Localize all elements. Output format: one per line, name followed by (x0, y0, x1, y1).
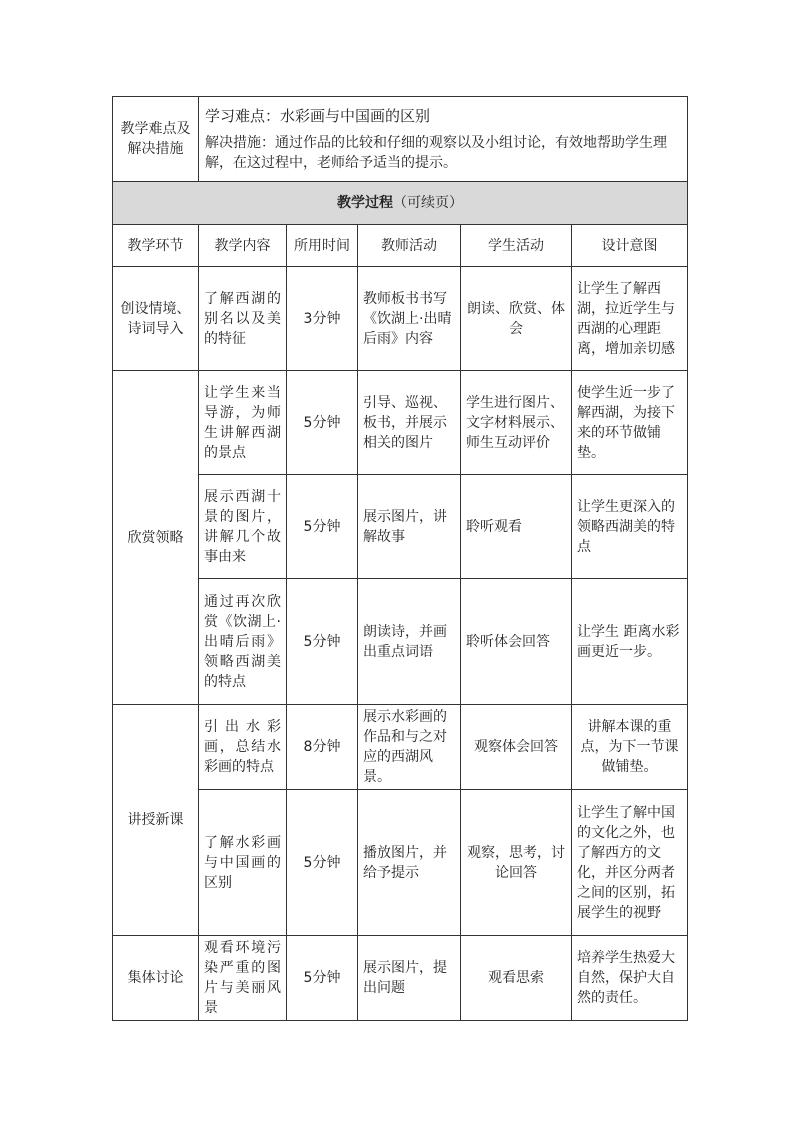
time-cell: 5分钟 (287, 936, 358, 1021)
solution-measures: 解决措施：通过作品的比较和仔细的观察以及小组讨论，有效地帮助学生理解，在这过程中，老师给予适当的提示。 (205, 135, 667, 171)
process-band (113, 182, 688, 225)
process-band-row (113, 182, 688, 225)
time-cell: 5分钟 (287, 790, 358, 936)
student-cell: 学生进行图片、文字材料展示、师生互动评价 (461, 371, 572, 475)
student-cell: 聆听体会回答 (461, 579, 572, 705)
teacher-cell: 展示图片，提出问题 (358, 936, 461, 1021)
time-cell: 5分钟 (287, 579, 358, 705)
time-cell: 3分钟 (287, 267, 358, 371)
teacher-cell: 展示水彩画的作品和与之对应的西湖风景。 (358, 705, 461, 790)
intent-cell: 让学生了解西湖，拉近学生与西湖的心理距离，增加亲切感 (572, 267, 688, 371)
table-row (113, 371, 688, 475)
intent-cell: 让学生了解中国的文化之外，也了解西方的文化，并区分两者之间的区别，拓展学生的视野 (572, 790, 688, 936)
content-cell: 了解水彩画与中国画的区别 (199, 790, 287, 936)
header-stage: 教学环节 (113, 225, 199, 267)
table-row (113, 267, 688, 371)
teacher-cell: 朗读诗，并画出重点词语 (358, 579, 461, 705)
intent-cell: 培养学生热爱大自然，保护大自然的责任。 (572, 936, 688, 1021)
student-cell: 观察体会回答 (461, 705, 572, 790)
teacher-cell: 播放图片，并给予提示 (358, 790, 461, 936)
intent-cell: 让学生 距离水彩画更近一步。 (572, 579, 688, 705)
process-note: （可续页） (393, 195, 464, 211)
content-cell: 观看环境污染严重的图片与美丽风景 (199, 936, 287, 1021)
difficulty-row (113, 97, 688, 182)
table-row (113, 579, 688, 705)
content-cell: 了解西湖的别名以及美的特征 (199, 267, 287, 371)
header-teacher: 教师活动 (358, 225, 461, 267)
table-row (113, 936, 688, 1021)
content-cell: 引出水彩画，总结水彩画的特点 (199, 705, 287, 790)
header-time: 所用时间 (287, 225, 358, 267)
content-cell: 让学生来当导游，为师生讲解西湖的景点 (199, 371, 287, 475)
table-row (113, 790, 688, 936)
student-cell: 朗读、欣赏、体会 (461, 267, 572, 371)
student-cell: 观察，思考，讨论回答 (461, 790, 572, 936)
content-cell: 展示西湖十景的图片，讲解几个故事由来 (199, 475, 287, 579)
header-content: 教学内容 (199, 225, 287, 267)
stage-cell: 讲授新课 (113, 705, 199, 936)
content-cell: 通过再次欣赏《饮湖上·出晴后雨》领略西湖美的特点 (199, 579, 287, 705)
intent-cell: 讲解本课的重点，为下一节课做铺垫。 (572, 705, 688, 790)
lesson-plan-page (112, 96, 687, 1021)
header-row (113, 225, 688, 267)
header-student: 学生活动 (461, 225, 572, 267)
lesson-plan-table (112, 96, 688, 1021)
intent-cell: 让学生更深入的领略西湖美的特点 (572, 475, 688, 579)
table-row (113, 475, 688, 579)
teacher-cell: 展示图片，讲解故事 (358, 475, 461, 579)
teacher-cell: 引导、巡视、板书，并展示相关的图片 (358, 371, 461, 475)
table-row (113, 705, 688, 790)
teacher-cell: 教师板书书写《饮湖上·出晴后雨》内容 (358, 267, 461, 371)
intent-cell: 使学生近一步了解西湖，为接下来的环节做铺垫。 (572, 371, 688, 475)
header-intent: 设计意图 (572, 225, 688, 267)
student-cell: 观看思索 (461, 936, 572, 1021)
time-cell: 5分钟 (287, 475, 358, 579)
difficulty-content (199, 97, 688, 182)
time-cell: 5分钟 (287, 371, 358, 475)
stage-cell: 集体讨论 (113, 936, 199, 1021)
stage-cell: 欣赏领略 (113, 371, 199, 705)
stage-cell: 创设情境、诗词导入 (113, 267, 199, 371)
difficulty-label: 教学难点及解决措施 (113, 97, 199, 182)
learning-difficulty: 学习难点：水彩画与中国画的区别 (205, 107, 431, 125)
time-cell: 8分钟 (287, 705, 358, 790)
student-cell: 聆听观看 (461, 475, 572, 579)
process-title: 教学过程 (337, 195, 394, 211)
